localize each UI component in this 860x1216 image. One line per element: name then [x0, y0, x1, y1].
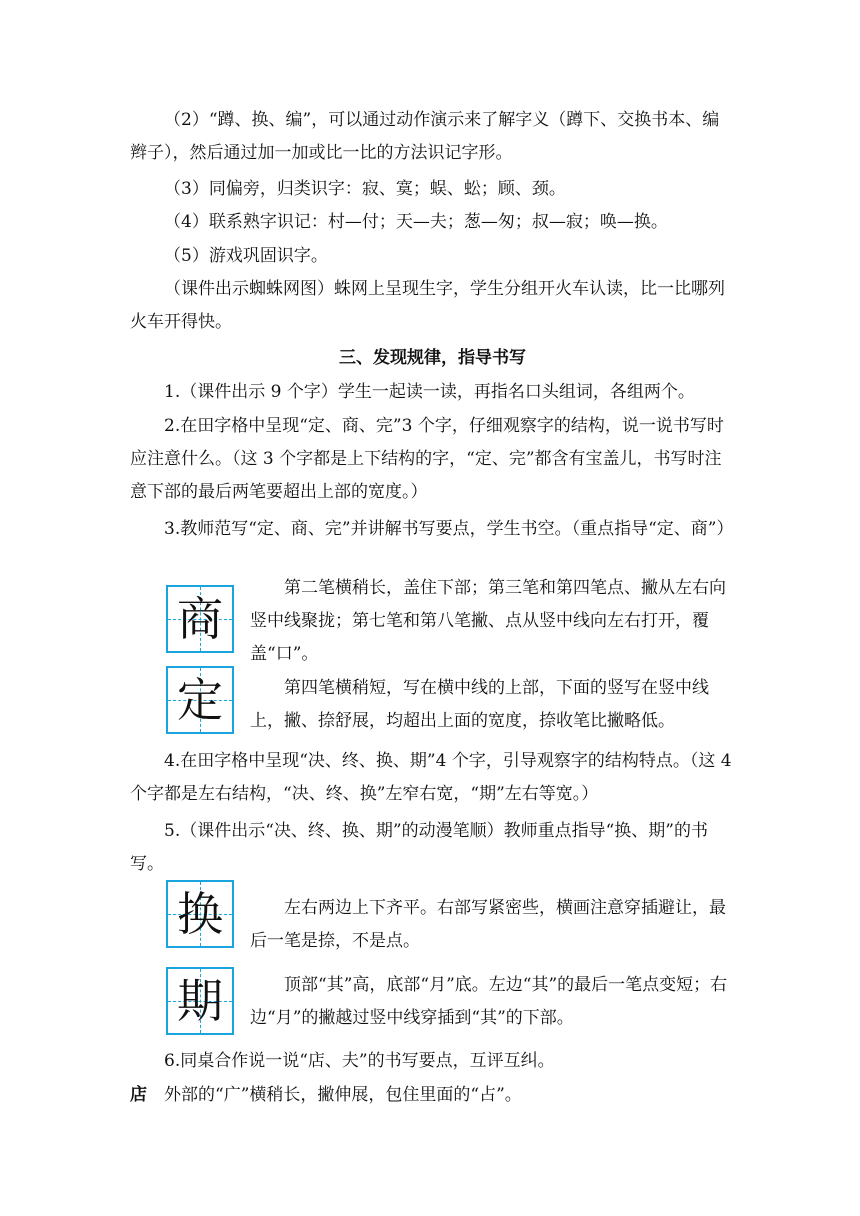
step-5: 5.（课件出示“决、终、换、期”的动漫笔顺）教师重点指导“换、期”的书写。	[130, 821, 708, 874]
paragraph-item-5: （5）游戏巩固识字。	[164, 246, 328, 266]
paragraph-item-2: （2）“蹲、换、编”，可以通过动作演示来了解字义（蹲下、交换书本、编辫子），然后通过加一加或比一比的方法识记字形。	[130, 110, 720, 163]
paragraph-item-4: （4）联系熟字识记：村—付；天—夫；葱—匆；叔—寂；唤—换。	[164, 212, 668, 232]
grid-character: 商	[177, 592, 223, 646]
grid-character: 定	[177, 673, 223, 727]
character-note: 第二笔横稍长，盖住下部；第三笔和第四笔点、撇从左右向竖中线聚拢；第七笔和第八笔撇、点从竖中线向左右打开，覆盖“口”。	[250, 578, 726, 664]
character-note: 顶部“其”高，底部“月”底。左边“其”的最后一笔点变短；右边“月”的撇越过竖中线穿插到“其”的下部。	[250, 975, 728, 1028]
label-spacer	[147, 1085, 164, 1105]
grid-character: 换	[177, 887, 223, 941]
step-1: 1.（课件出示 9 个字）学生一起读一读，再指名口头组词，各组两个。	[164, 382, 695, 402]
step-2: 2.在田字格中呈现“定、商、完”3 个字，仔细观察字的结构，说一说书写时应注意什么。（这 3 个字都是上下结构的字，“定、完”都含有宝盖儿，书写时注意下部的最后两笔要超出上部的宽度。）	[130, 416, 724, 502]
paragraph-item-3: （3）同偏旁，归类识字：寂、寞；蜈、蚣；顾、颈。	[164, 179, 566, 199]
tianzige-grid	[166, 585, 234, 653]
item-dian	[130, 1079, 735, 1112]
tianzige-grid	[166, 880, 234, 948]
section-heading: 三、发现规律，指导书写	[339, 348, 526, 368]
step-4: 4.在田字格中呈现“决、终、换、期”4 个字，引导观察字的结构特点。（这 4 个字都是左右结构，“决、终、换”左窄右宽，“期”左右等宽。）	[130, 751, 732, 804]
step-3: 3.教师范写“定、商、完”并讲解书写要点，学生书空。（重点指导“定、商”）	[164, 519, 734, 539]
grid-character: 期	[177, 974, 223, 1028]
item-dian-text: 外部的“广”横稍长，撇伸展，包住里面的“占”。	[164, 1085, 522, 1105]
tianzige-grid	[166, 967, 234, 1035]
step-6: 6.同桌合作说一说“店、夫”的书写要点，互评互纠。	[164, 1051, 555, 1071]
character-note: 第四笔横稍短，写在横中线的上部，下面的竖写在竖中线上，撇、捺舒展，均超出上面的宽度，捺收笔比撇略低。	[250, 678, 709, 731]
tianzige-grid	[166, 666, 234, 734]
paragraph-spider-web: （课件出示蜘蛛网图）蛛网上呈现生字，学生分组开火车认读，比一比哪列火车开得快。	[130, 279, 725, 332]
character-note: 左右两边上下齐平。右部写紧密些，横画注意穿插避让，最后一笔是捺，不是点。	[250, 898, 726, 951]
item-dian-label: 店	[130, 1085, 147, 1105]
